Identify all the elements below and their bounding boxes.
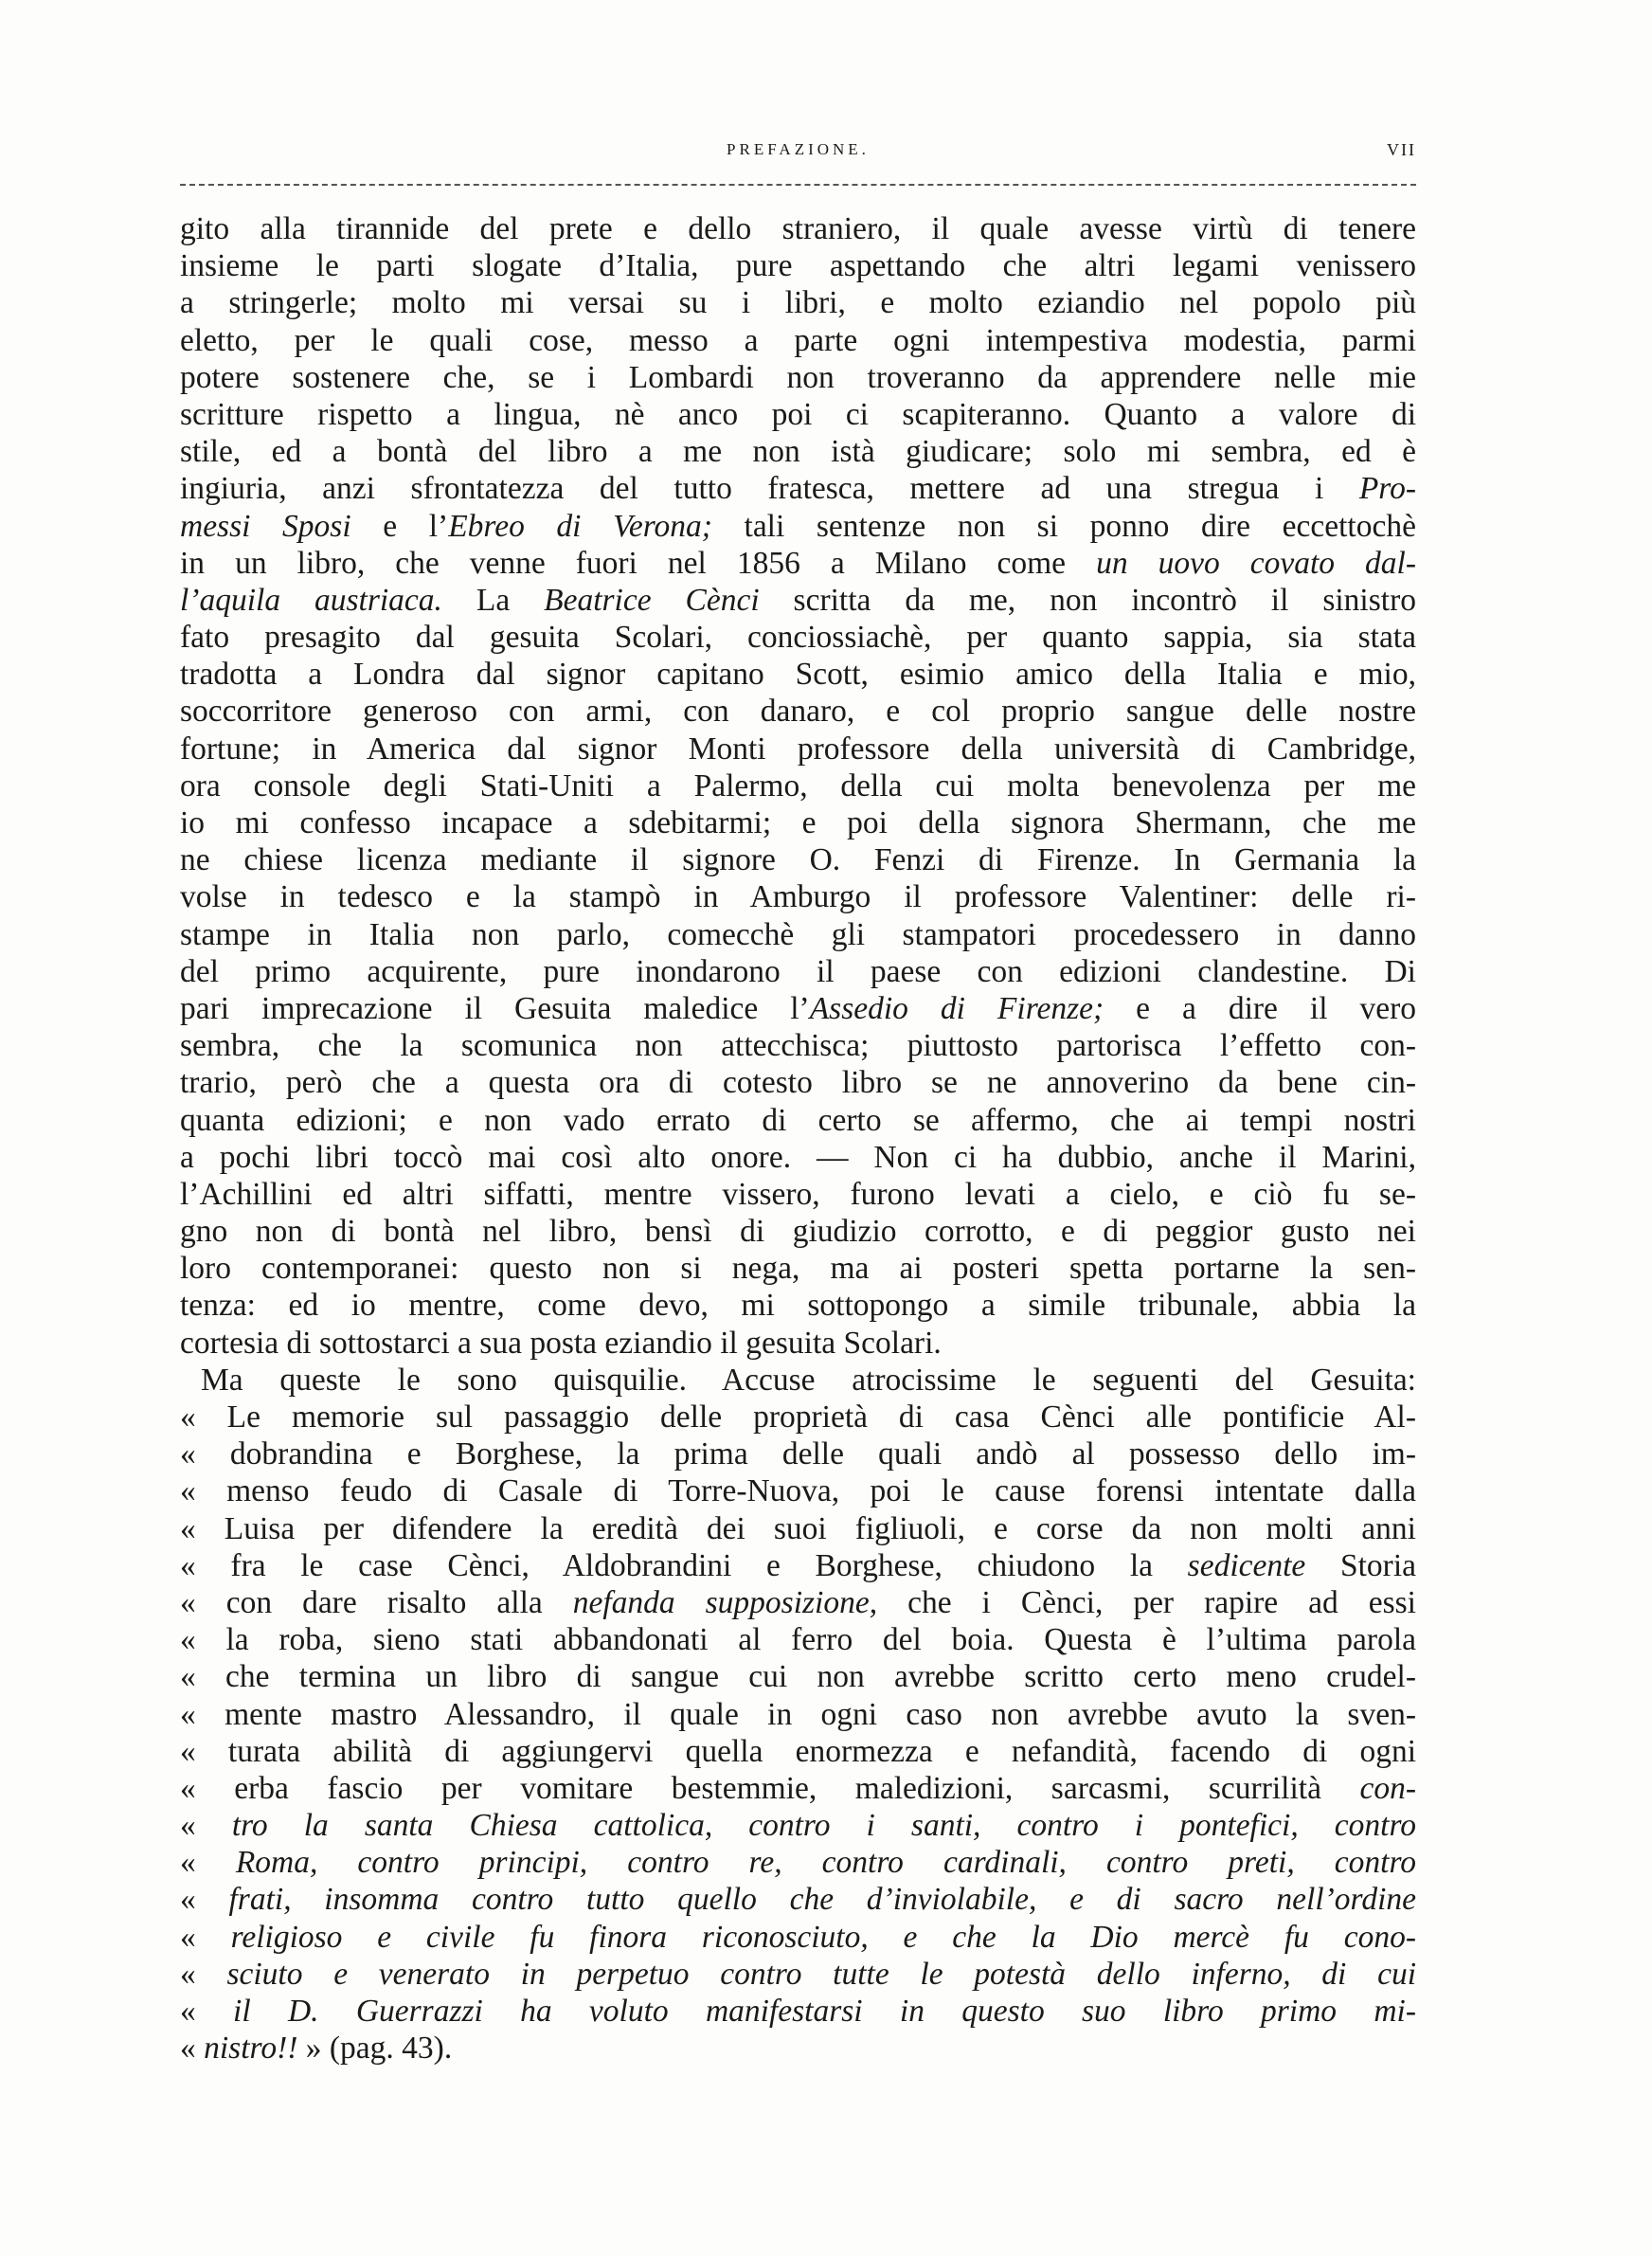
text-span: cortesia di sottostarci a sua posta eziandio il gesuita Scolari. (180, 1325, 942, 1361)
italic-span: messi Sposi (180, 508, 351, 544)
text-span: « (180, 1845, 236, 1881)
text-line (180, 1287, 1416, 1324)
text-line (180, 1399, 1416, 1435)
italic-span: l’aquila austriaca. (180, 582, 442, 618)
text-line (180, 210, 1416, 247)
text-span: loro contemporanei: questo non si nega, ma ai posteri spetta portarne la sen- (180, 1251, 1416, 1287)
italic-span: il D. Guerrazzi ha voluto manifestarsi in questo suo libro primo mi- (233, 1994, 1416, 2029)
text-span: sembra, che la scomunica non attecchisca; piuttosto partorisca l’effetto con- (180, 1028, 1416, 1064)
text-span: gito alla tirannide del prete e dello straniero, il quale avesse virtù di tenere (180, 211, 1416, 246)
body-text (180, 210, 1416, 2067)
text-line (180, 990, 1416, 1027)
text-span: scritture rispetto a lingua, nè anco poi ci scapiteranno. Quanto a valore di (180, 396, 1416, 432)
text-span: pari imprecazione il Gesuita maledice l’ (180, 990, 810, 1026)
text-span: La (441, 582, 545, 618)
text-span: « turata abilità di aggiungervi quella enormezza e nefandità, facendo di ogni (180, 1733, 1416, 1769)
text-line (180, 1213, 1416, 1250)
italic-span: Roma, contro principi, contro re, contro cardinali, contro preti, contro (235, 1845, 1416, 1881)
text-line (180, 322, 1416, 359)
text-span: volse in tedesco e la stampò in Amburgo il professore Valentiner: delle ri- (180, 879, 1416, 915)
text-span: « la roba, sieno stati abbandonati al ferro del boia. Questa è l’ultima parola (180, 1622, 1416, 1658)
text-span: potere sostenere che, se i Lombardi non troveranno da apprendere nelle mie (180, 359, 1416, 395)
text-line (180, 953, 1416, 990)
running-title: PREFAZIONE. (727, 140, 870, 158)
text-span: « (180, 1808, 232, 1844)
text-line (180, 1956, 1416, 1993)
text-span: fato presagito dal gesuita Scolari, conciossiachè, per quanto sappia, sia stata (180, 620, 1416, 656)
text-line (180, 804, 1416, 841)
text-span: trario, però che a questa ora di cotesto libro se ne annoverino da bene cin- (180, 1065, 1416, 1101)
text-span: ora console degli Stati-Uniti a Palermo, della cui molta benevolenza per me (180, 767, 1416, 803)
text-line (180, 1584, 1416, 1621)
italic-span: frati, insomma contro tutto quello che d’inviolabile, e di sacro nell’ordine (228, 1882, 1416, 1918)
italic-span: sedicente (1187, 1547, 1306, 1583)
text-span: stile, ed a bontà del libro a me non istà giudicare; solo mi sembra, ed è (180, 434, 1416, 470)
italic-span: con- (1359, 1770, 1416, 1806)
text-line (180, 1250, 1416, 1287)
text-span: e a dire il vero (1104, 990, 1416, 1026)
text-line (180, 767, 1416, 804)
text-line (180, 508, 1416, 545)
text-span: tradotta a Londra dal signor capitano Scott, esimio amico della Italia e mio, (180, 657, 1416, 693)
text-line (180, 1807, 1416, 1844)
italic-span: nefanda supposizione, (572, 1584, 878, 1620)
text-span: » (pag. 43). (297, 2031, 453, 2067)
text-line (180, 1435, 1416, 1472)
italic-span: nistro!! (204, 2031, 298, 2067)
header-rule (180, 184, 1416, 186)
text-span: « che termina un libro di sangue cui non avrebbe scritto certo meno crudel- (180, 1659, 1416, 1695)
text-line (180, 1064, 1416, 1101)
text-span: « con dare risalto alla (180, 1584, 573, 1620)
text-line (180, 1139, 1416, 1176)
text-span: « fra le case Cènci, Aldobrandini e Borghese, chiudono la (180, 1547, 1188, 1583)
text-line (180, 1770, 1416, 1807)
italic-span: tro la santa Chiesa cattolica, contro i santi, contro i pontefici, contro (231, 1808, 1416, 1844)
text-span: « (180, 1956, 227, 1992)
italic-span: Pro- (1358, 471, 1416, 507)
text-span: « dobrandina e Borghese, la prima delle quali andò al possesso dello im- (180, 1436, 1416, 1472)
text-span: « mente mastro Alessandro, il quale in ogni caso non avrebbe avuto la sven- (180, 1696, 1416, 1732)
text-line (180, 1176, 1416, 1213)
text-span: Ma queste le sono quisquilie. Accuse atrocissime le seguenti del Gesuita: (201, 1362, 1416, 1398)
text-span: del primo acquirente, pure inondarono il paese con edizioni clandestine. Di (180, 953, 1416, 989)
text-line (180, 433, 1416, 470)
text-span: io mi confesso incapace a sdebitarmi; e poi della signora Shermann, che me (180, 805, 1416, 840)
text-span: eletto, per le quali cose, messo a parte ogni intempestiva modestia, parmi (180, 322, 1416, 358)
text-line (180, 545, 1416, 582)
text-line (180, 1027, 1416, 1064)
text-line (180, 1547, 1416, 1584)
text-span: tenza: ed io mentre, come devo, mi sottopongo a simile tribunale, abbia la (180, 1288, 1416, 1324)
text-span: ingiuria, anzi sfrontatezza del tutto fratesca, mettere ad una stregua i (180, 471, 1359, 507)
text-span: ne chiese licenza mediante il signore O. Fenzi di Firenze. In Germania la (180, 842, 1416, 878)
text-span: fortune; in America dal signor Monti professore della università di Cambridge, (180, 731, 1416, 767)
text-line (180, 1844, 1416, 1881)
italic-span: sciuto e venerato in perpetuo contro tutte le potestà dello inferno, di cui (226, 1956, 1416, 1992)
text-span: « Luisa per difendere la eredità dei suoi figliuoli, e corse da non molti anni (180, 1510, 1416, 1546)
text-span: « (180, 1919, 231, 1955)
page-number: VII (1387, 140, 1416, 159)
text-line (180, 1362, 1416, 1399)
text-span: Storia (1305, 1547, 1416, 1583)
text-span: « menso feudo di Casale di Torre-Nuova, poi le cause forensi intentate dalla (180, 1473, 1416, 1509)
text-line (180, 1102, 1416, 1139)
text-line (180, 693, 1416, 730)
text-span: soccorritore generoso con armi, con danaro, e col proprio sangue delle nostre (180, 694, 1416, 730)
text-line (180, 359, 1416, 396)
text-span: tali sentenze non si ponno dire eccettochè (711, 508, 1416, 544)
text-span: e l’ (350, 508, 449, 544)
text-span: quanta edizioni; e non vado errato di certo se affermo, che ai tempi nostri (180, 1102, 1416, 1138)
text-line (180, 284, 1416, 321)
text-line (180, 878, 1416, 915)
text-line (180, 1472, 1416, 1509)
text-line (180, 619, 1416, 656)
text-line (180, 2030, 1416, 2067)
italic-span: Assedio di Firenze; (809, 990, 1104, 1026)
text-line (180, 1881, 1416, 1918)
running-head (180, 140, 1416, 178)
text-line (180, 1993, 1416, 2030)
italic-span: Ebreo di Verona; (448, 508, 712, 544)
text-span: scritta da me, non incontrò il sinistro (759, 582, 1416, 618)
text-line (180, 841, 1416, 878)
text-line (180, 656, 1416, 693)
text-line (180, 247, 1416, 284)
text-line (180, 396, 1416, 433)
text-span: a stringerle; molto mi versai su i libri, e molto eziandio nel popolo più (180, 285, 1416, 321)
text-line (180, 1696, 1416, 1733)
text-span: gno non di bontà nel libro, bensì di giudizio corrotto, e di peggior gusto nei (180, 1214, 1416, 1250)
text-line (180, 1621, 1416, 1658)
text-span: insieme le parti slogate d’Italia, pure aspettando che altri legami venissero (180, 248, 1416, 284)
text-line (180, 582, 1416, 619)
italic-span: un uovo covato dal- (1096, 545, 1416, 581)
text-span: stampe in Italia non parlo, comecchè gli stampatori procedessero in danno (180, 916, 1416, 952)
text-span: « (180, 1994, 234, 2029)
text-span: « erba fascio per vomitare bestemmie, maledizioni, sarcasmi, scurrilità (180, 1770, 1360, 1806)
text-line (180, 470, 1416, 507)
italic-span: religioso e civile fu finora riconosciuto, e che la Dio mercè fu cono- (230, 1919, 1416, 1955)
text-line (180, 1658, 1416, 1695)
text-line (180, 1733, 1416, 1770)
italic-span: Beatrice Cènci (544, 582, 760, 618)
text-span: l’Achillini ed altri siffatti, mentre vissero, furono levati a cielo, e ciò fu se- (180, 1176, 1416, 1212)
text-span: a pochi libri toccò mai così alto onore. — Non ci ha dubbio, anche il Marini, (180, 1139, 1416, 1175)
text-line (180, 731, 1416, 767)
text-span: « (180, 2031, 205, 2067)
text-span: « Le memorie sul passaggio delle proprietà di casa Cènci alle pontificie Al- (180, 1399, 1416, 1435)
text-span: che i Cènci, per rapire ad essi (877, 1584, 1416, 1620)
text-line (180, 916, 1416, 953)
text-span: in un libro, che venne fuori nel 1856 a Milano come (180, 545, 1097, 581)
text-line (180, 1510, 1416, 1547)
text-span: « (180, 1882, 229, 1918)
text-line (180, 1325, 1416, 1362)
text-line (180, 1919, 1416, 1956)
